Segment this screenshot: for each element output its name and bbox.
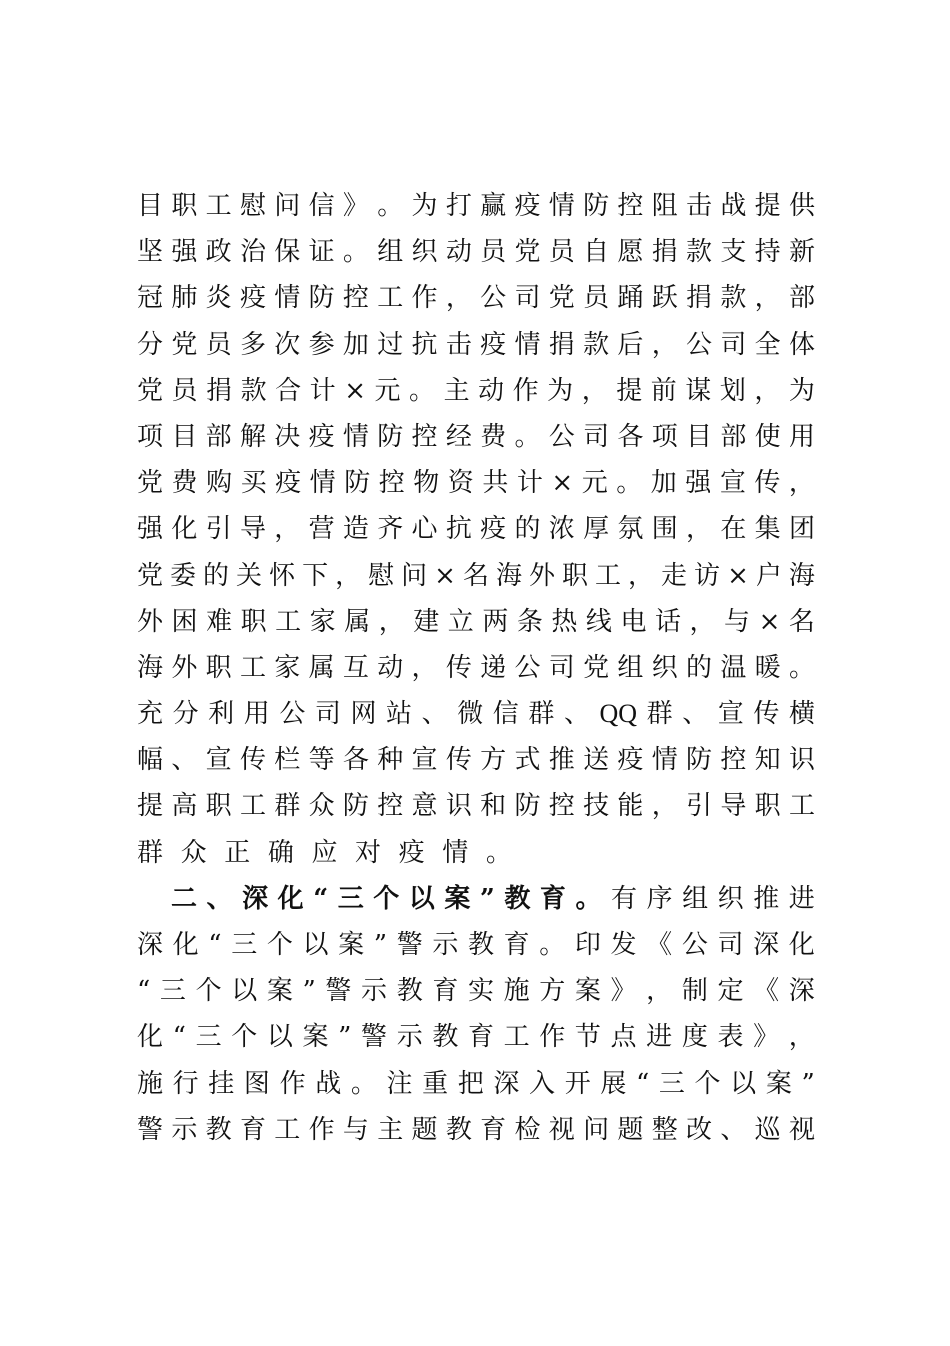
text-line: 充 分 利 用 公 司 网 站 、 微 信 群 、 QQ 群 、 宣 传 横 [137, 699, 815, 730]
text-line: 深 化 “ 三 个 以 案 ” 警 示 教 育 。 印 发 《 公 司 深 化 [137, 930, 815, 960]
text-line: 幅 、 宣 传 栏 等 各 种 宣 传 方 式 推 送 疫 情 防 控 知 识 [137, 745, 815, 776]
text-line: 党 费 购 买 疫 情 防 控 物 资 共 计 × 元 。 加 强 宣 传 ， [137, 468, 815, 499]
text-line: 强 化 引 导 ， 营 造 齐 心 抗 疫 的 浓 厚 氛 围 ， 在 集 团 [137, 514, 815, 545]
text-line: 党 委 的 关 怀 下 ， 慰 问 × 名 海 外 职 工 ， 走 访 × 户 海 [137, 560, 815, 591]
text-line: 化 “ 三 个 以 案 ” 警 示 教 育 工 作 节 点 进 度 表 》 ， [137, 1022, 815, 1053]
text-line: “ 三 个 以 案 ” 警 示 教 育 实 施 方 案 》 ， 制 定 《 深 [137, 976, 815, 1007]
text-line: 提 高 职 工 群 众 防 控 意 识 和 防 控 技 能 ， 引 导 职 工 [137, 791, 815, 822]
text-line: 项 目 部 解 决 疫 情 防 控 经 费 。 公 司 各 项 目 部 使 用 [137, 421, 815, 452]
text-line: 外 困 难 职 工 家 属 ， 建 立 两 条 热 线 电 话 ， 与 × 名 [137, 606, 815, 637]
text-line: 冠 肺 炎 疫 情 防 控 工 作 ， 公 司 党 员 踊 跃 捐 款 ， 部 [137, 283, 815, 314]
text-line: 警 示 教 育 工 作 与 主 题 教 育 检 视 问 题 整 改 、 巡 视 [137, 1114, 815, 1145]
section-heading-line: 二 、 深 化 “ 三 个 以 案 ” 教 育 。 有 序 组 织 推 进 [171, 883, 815, 914]
document-body [137, 183, 815, 1153]
text-line: 党 员 捐 款 合 计 × 元 。 主 动 作 为 ， 提 前 谋 划 ， 为 [137, 375, 815, 406]
text-line-paragraph-end: 群 众 正 确 应 对 疫 情 。 [137, 837, 512, 868]
text-line: 分 党 员 多 次 参 加 过 抗 击 疫 情 捐 款 后 ， 公 司 全 体 [137, 329, 815, 360]
text-line: 坚 强 政 治 保 证 。 组 织 动 员 党 员 自 愿 捐 款 支 持 新 [137, 237, 815, 268]
text-line: 海 外 职 工 家 属 互 动 ， 传 递 公 司 党 组 织 的 温 暖 。 [137, 652, 815, 683]
text-line: 目 职 工 慰 问 信 》 。 为 打 赢 疫 情 防 控 阻 击 战 提 供 [137, 191, 815, 221]
text-line: 施 行 挂 图 作 战 。 注 重 把 深 入 开 展 “ 三 个 以 案 ” [137, 1068, 815, 1099]
